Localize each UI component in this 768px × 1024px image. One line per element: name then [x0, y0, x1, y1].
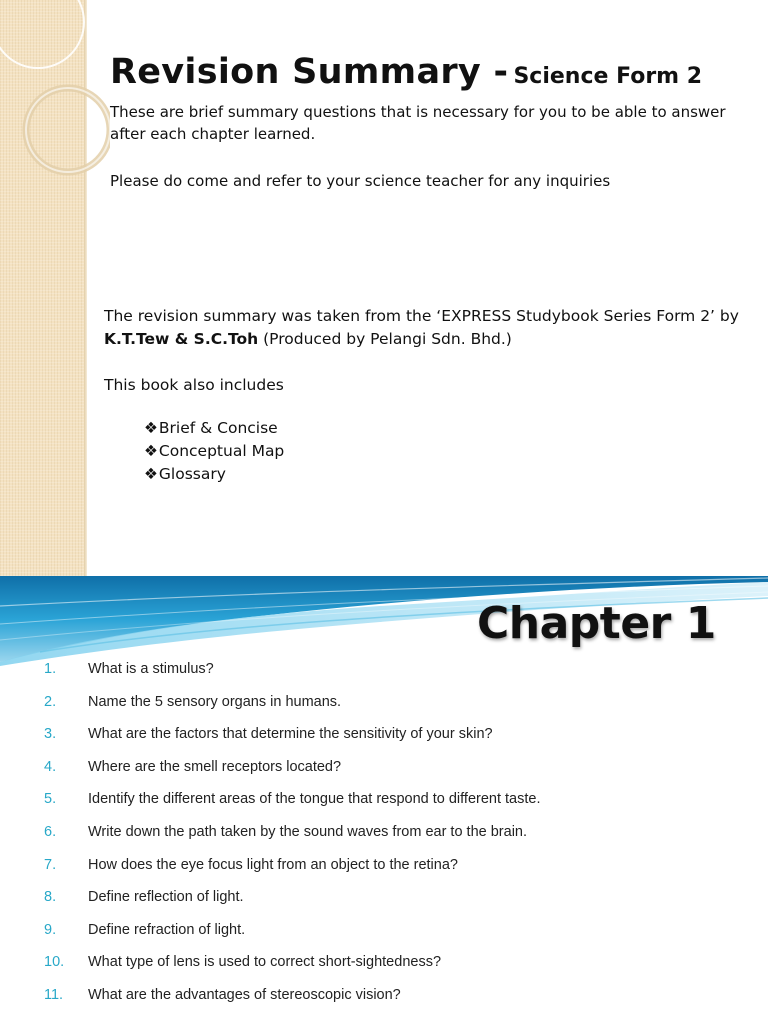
question-text: What type of lens is used to correct short-sightedness?: [88, 954, 442, 971]
question-list: [0, 660, 768, 1019]
question-text: Define refraction of light.: [88, 921, 246, 938]
intro-paragraph-1: These are brief summary questions that is necessary for you to be able to answer after each chapter learned.: [110, 103, 726, 143]
diamond-bullet-icon: ❖: [144, 465, 158, 483]
question-number: 3.: [44, 726, 57, 743]
question-number: 10.: [44, 954, 65, 971]
question-text: How does the eye focus light from an object to the retina?: [88, 856, 458, 873]
question-text: What are the factors that determine the sensitivity of your skin?: [88, 726, 493, 743]
list-item: [0, 888, 768, 921]
question-number: 1.: [44, 661, 57, 677]
list-item: [144, 440, 744, 463]
includes-heading: This book also includes: [104, 376, 284, 394]
question-text: What is a stimulus?: [88, 661, 214, 677]
title-main: Revision Summary -: [110, 52, 509, 92]
list-item: [144, 463, 744, 486]
intro-paragraph-2: Please do come and refer to your science teacher for any inquiries: [110, 172, 611, 190]
list-item: [0, 660, 768, 693]
decorative-rings: [0, 0, 110, 200]
list-item: [0, 823, 768, 856]
source-authors: K.T.Tew & S.C.Toh: [104, 330, 259, 348]
includes-list: [104, 417, 744, 486]
question-number: 5.: [44, 791, 57, 808]
list-item-label: Glossary: [158, 465, 226, 483]
question-text: Where are the smell receptors located?: [88, 758, 342, 775]
question-text: Define reflection of light.: [88, 889, 244, 906]
question-number: 9.: [44, 921, 57, 938]
list-item: [0, 953, 768, 986]
list-item-label: Brief & Concise: [158, 419, 278, 437]
question-text: What are the advantages of stereoscopic vision?: [88, 986, 401, 1003]
question-number: 8.: [44, 889, 57, 906]
list-item: [0, 921, 768, 954]
list-item: [144, 417, 744, 440]
question-number: 6.: [44, 823, 57, 840]
list-item: [0, 758, 768, 791]
chapter-title: Chapter 1: [477, 598, 716, 649]
question-number: 4.: [44, 758, 57, 775]
page-title: [110, 52, 702, 92]
question-text: Name the 5 sensory organs in humans.: [88, 693, 342, 710]
title-subtitle: Science Form 2: [513, 64, 703, 89]
question-number: 7.: [44, 856, 57, 873]
source-suffix: (Produced by Pelangi Sdn. Bhd.): [258, 330, 512, 348]
list-item: [0, 856, 768, 889]
list-item: [0, 693, 768, 726]
source-prefix: The revision summary was taken from the ‘EXPRESS Studybook Series Form 2’ by: [104, 307, 739, 325]
diamond-bullet-icon: ❖: [144, 419, 158, 437]
list-item: [0, 986, 768, 1019]
question-text: Write down the path taken by the sound waves from ear to the brain.: [88, 823, 528, 840]
list-item: [0, 790, 768, 823]
question-text: Identify the different areas of the tongue that respond to different taste.: [88, 791, 541, 808]
question-number: 11.: [44, 986, 64, 1003]
diamond-bullet-icon: ❖: [144, 442, 158, 460]
list-item-label: Conceptual Map: [158, 442, 285, 460]
source-info: [104, 305, 744, 486]
list-item: [0, 725, 768, 758]
source-paragraph: [104, 305, 744, 351]
question-number: 2.: [44, 693, 57, 710]
intro-text: [110, 101, 750, 192]
slide-chapter-1: [0, 576, 768, 1024]
